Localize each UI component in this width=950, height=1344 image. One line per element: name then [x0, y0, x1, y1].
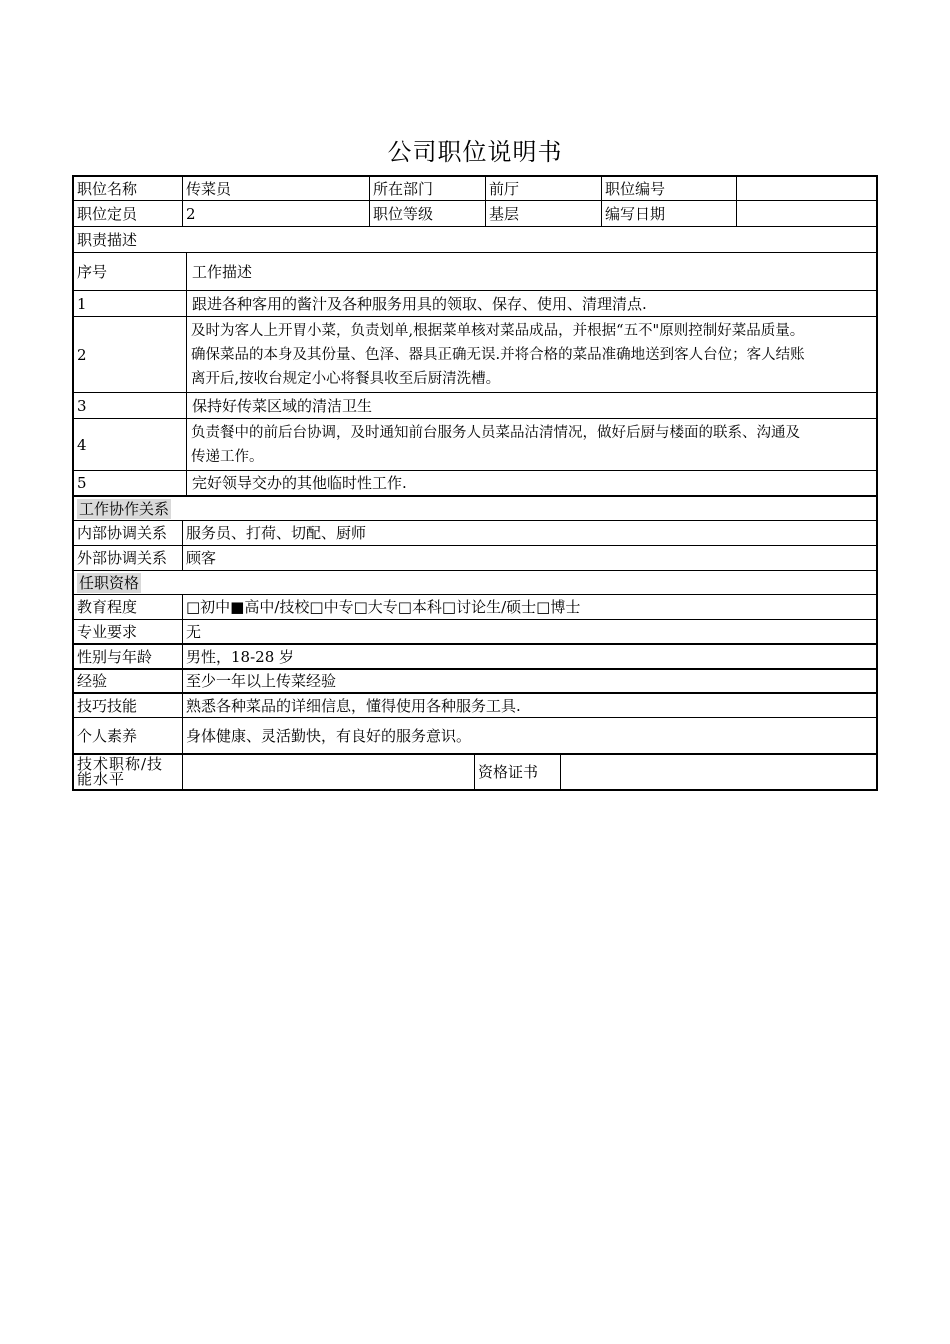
- relations-section-row: [72, 497, 878, 521]
- headcount-label: 职位定员: [74, 201, 183, 226]
- duty-description-line: 离开后,按收台规定小心将餐具收至后厨清洗槽。: [191, 371, 501, 387]
- duty-number: 5: [74, 471, 187, 495]
- relations-section-cell: [74, 497, 876, 520]
- department-value: 前厅: [486, 177, 602, 200]
- gender-age-row: [72, 645, 878, 670]
- duty-description: 完好领导交办的其他临时性工作.: [192, 474, 407, 492]
- duty-description: 跟进各种客用的酱汁及各种服务用具的领取、保存、使用、清理清点.: [192, 294, 647, 313]
- internal-relations-value: 服务员、打荷、切配、厨师: [186, 524, 367, 542]
- duty-description: [187, 317, 876, 392]
- duty-number-header: 序号: [74, 253, 187, 290]
- qualifications-section-row: [72, 571, 878, 595]
- duty-number: 2: [74, 317, 187, 392]
- major-label: 专业要求: [74, 620, 183, 643]
- duty-row: [72, 471, 878, 497]
- position-name-value: 传菜员: [183, 177, 370, 200]
- position-name-label: 职位名称: [74, 177, 183, 200]
- external-relations-row: [72, 546, 878, 571]
- technical-title-value: [183, 755, 475, 789]
- gender-age-label: 性别与年龄: [74, 645, 183, 668]
- position-code-value: [737, 177, 876, 200]
- education-label: 教育程度: [74, 595, 183, 619]
- written-date-label: 编写日期: [602, 201, 737, 226]
- qualifications-section-heading: 任职资格: [79, 573, 140, 592]
- qualifications-section-cell: [74, 571, 876, 594]
- headcount-value: 2: [183, 201, 370, 226]
- duty-row: [72, 291, 878, 317]
- duties-header-row: [72, 253, 878, 291]
- department-label: 所在部门: [370, 177, 486, 200]
- internal-relations-label: 内部协调关系: [74, 521, 183, 545]
- duty-description: 保持好传菜区域的清洁卫生: [192, 396, 373, 415]
- external-relations-label: 外部协调关系: [74, 546, 183, 570]
- experience-value: 至少一年以上传菜经验: [186, 672, 337, 690]
- job-description-table: [72, 175, 878, 791]
- duty-description-line: 传递工作。: [191, 449, 264, 465]
- skills-value: 熟悉各种菜品的详细信息，懂得使用各种服务工具.: [186, 696, 521, 715]
- info-row-2: [72, 201, 878, 227]
- technical-title-label: [74, 755, 183, 789]
- position-level-label: 职位等级: [370, 201, 486, 226]
- personal-quality-value: 身体健康、灵活勤快，有良好的服务意识。: [186, 726, 472, 745]
- duties-section-row: [72, 227, 878, 253]
- personal-quality-row: [72, 718, 878, 755]
- duty-description-line: 确保菜品的本身及其份量、色泽、器具正确无误.并将合格的菜品准确地送到客人台位；客人结账: [191, 347, 805, 363]
- experience-label: 经验: [74, 670, 183, 692]
- certificate-value: [561, 755, 876, 789]
- certificate-label: 资格证书: [475, 755, 561, 789]
- duty-number: 3: [74, 393, 187, 418]
- skills-label: 技巧技能: [74, 694, 183, 717]
- duty-number: 4: [74, 419, 187, 470]
- duty-row: [72, 317, 878, 393]
- duties-section-heading: 职责描述: [77, 230, 138, 249]
- personal-quality-label: 个人素养: [74, 718, 183, 753]
- major-value: 无: [186, 622, 202, 641]
- experience-row: [72, 670, 878, 694]
- relations-section-heading: 工作协作关系: [79, 499, 170, 518]
- education-value: □初中■高中/技校□中专□大专□本科□讨论生/硕士□博士: [186, 598, 581, 616]
- duty-description-line: 及时为客人上开胃小菜，负责划单,根据菜单核对菜品成品，并根据“五不"原则控制好菜品质量。: [191, 323, 805, 339]
- duty-description-header: 工作描述: [192, 262, 253, 281]
- title-certificate-row: [72, 755, 878, 791]
- duty-description: [187, 419, 876, 470]
- skills-row: [72, 694, 878, 718]
- position-code-label: 职位编号: [602, 177, 737, 200]
- page-title: 公司职位说明书: [387, 138, 563, 166]
- duty-row: [72, 419, 878, 471]
- external-relations-value: 顾客: [186, 549, 217, 567]
- technical-title-label-line: 能水平: [77, 770, 126, 788]
- technical-title-label-line: 技术职称/技: [77, 755, 164, 773]
- internal-relations-row: [72, 521, 878, 546]
- duty-row: [72, 393, 878, 419]
- info-row-1: [72, 175, 878, 201]
- education-row: [72, 595, 878, 620]
- duty-description-line: 负责餐中的前后台协调，及时通知前台服务人员菜品沽清情况，做好后厨与楼面的联系、沟通及: [191, 425, 800, 441]
- gender-age-value: 男性，18-28 岁: [186, 647, 295, 666]
- major-row: [72, 620, 878, 645]
- position-level-value: 基层: [486, 201, 602, 226]
- duty-number: 1: [74, 291, 187, 316]
- written-date-value: [737, 201, 876, 226]
